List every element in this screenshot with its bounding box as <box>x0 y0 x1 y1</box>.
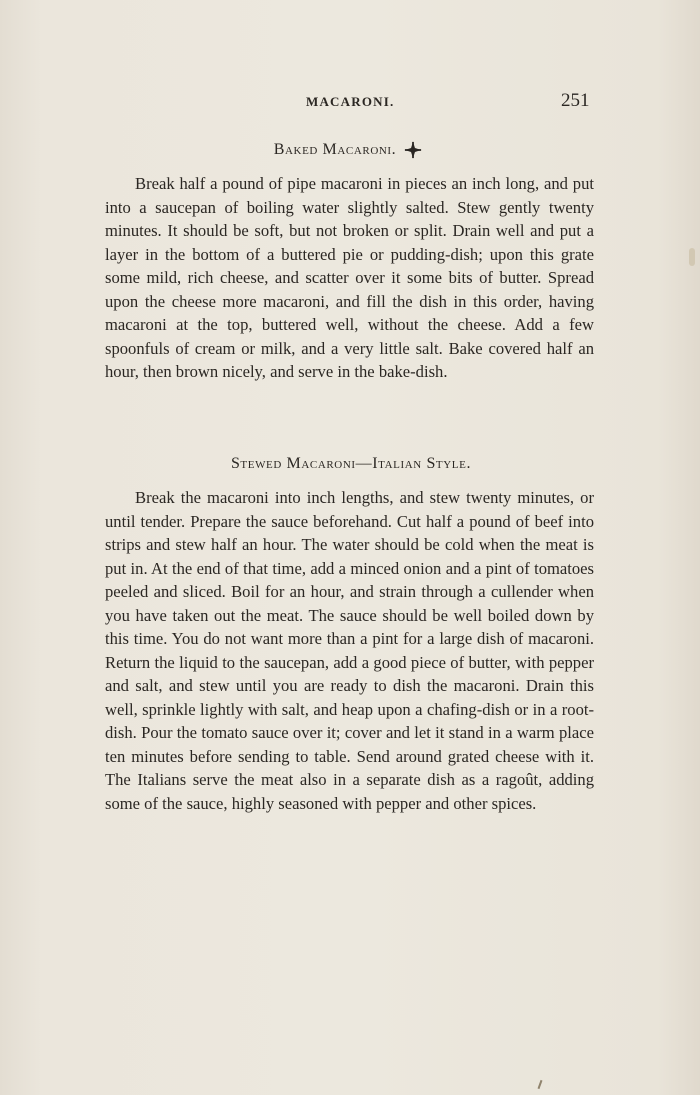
paper-stain <box>689 248 695 266</box>
recipe-text-stewed-macaroni: Break the macaroni into inch lengths, and stew twenty minutes, or until tender. Prepare the sauce beforehand. Cut half a pound of beef into strips and stew half an hour. The water should be cold when the meat is put in. At the end of that time, add a minced onion and a pint of tomatoes peeled and sliced. Boil for an hour, and strain through a cullender when you have taken out the meat. The sauce should be well boiled down by this time. You do not want more than a pint for a large dish of macaroni. Return the liquid to the saucepan, add a good piece of butter, with pepper and salt, and stew until you are ready to dish the macaroni. Drain this well, sprinkle lightly with salt, and heap upon a chafing-dish or in a root-dish. Pour the tomato sauce over it; cover and let it stand in a warm place ten minutes before sending to table. Send around grated cheese with it. The Italians serve the meat also in a separate dish as a ragoût, adding some of the sauce, highly seasoned with pepper and other spices. <box>105 488 594 813</box>
recipe-heading-stewed-macaroni <box>0 455 700 473</box>
cross-pattee-icon <box>404 141 422 159</box>
paper-speck <box>538 1080 543 1089</box>
running-head <box>0 90 700 116</box>
recipe-title: Baked Macaroni. <box>273 141 397 158</box>
running-title: MACARONI. <box>306 94 395 109</box>
recipe-text-baked-macaroni: Break half a pound of pipe macaroni in pieces an inch long, and put into a saucepan of boiling water slightly salted. Stew gently twenty minutes. It should be soft, but not broken or split. Drain well and put a layer in the bottom of a buttered pie or pudding-dish; upon this grate some mild, rich cheese, and scatter over it some bits of butter. Spread upon the cheese more macaroni, and fill the dish in this order, having macaroni at the top, buttered well, without the cheese. Add a few spoonfuls of cream or milk, and a very little salt. Bake covered half an hour, then brown nicely, and serve in the bake-dish. <box>105 174 594 381</box>
page-number: 251 <box>561 90 590 111</box>
recipe-title: Stewed Macaroni—Italian Style. <box>230 455 472 472</box>
recipe-heading-baked-macaroni <box>0 141 700 159</box>
